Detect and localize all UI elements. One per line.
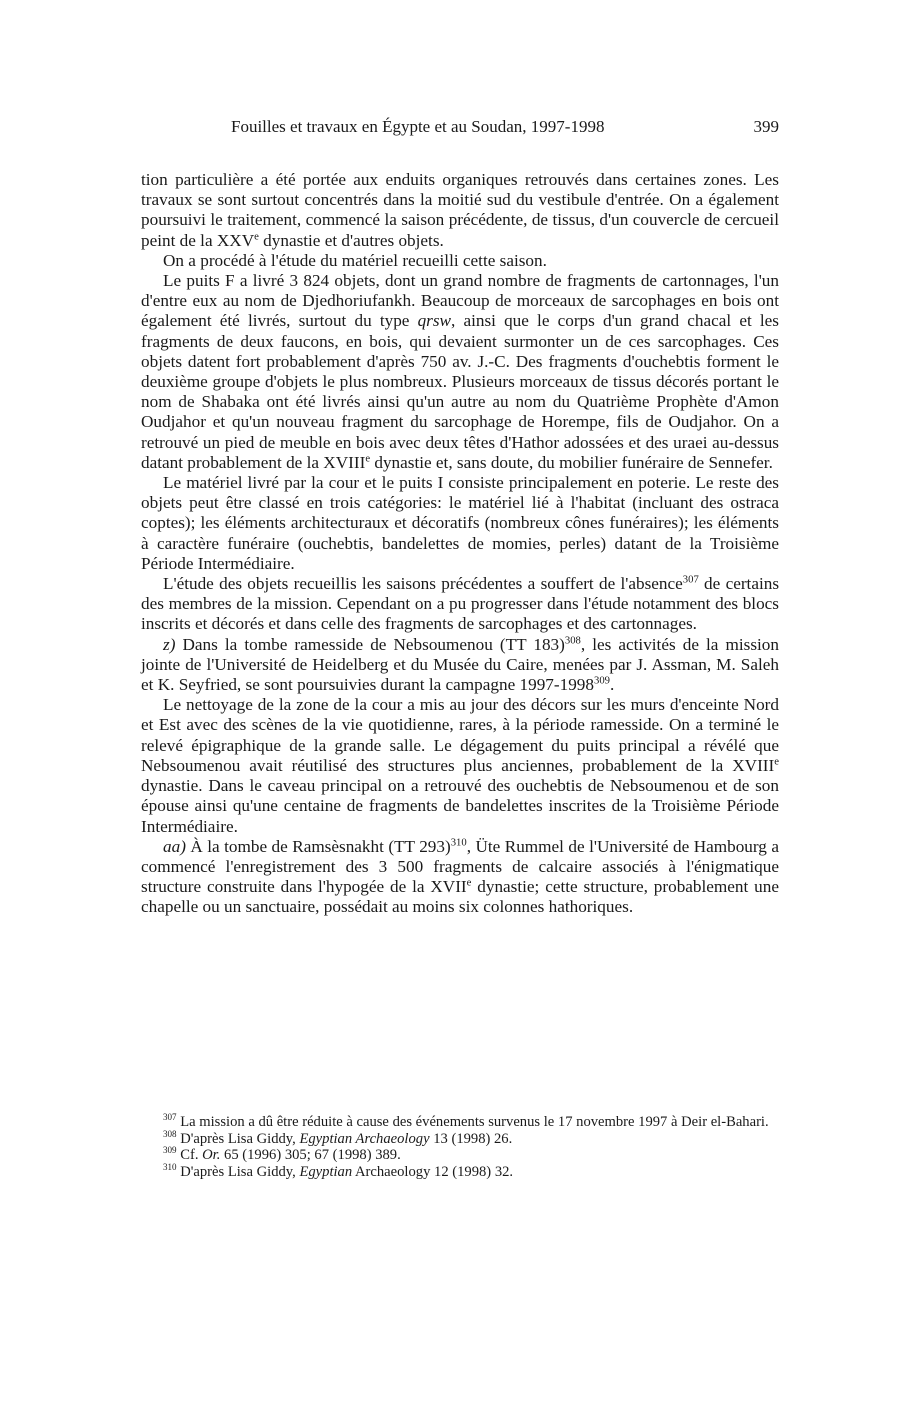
text-span: On a procédé à l'étude du matériel recueilli cette saison. [163, 250, 547, 270]
paragraph-1 [141, 170, 779, 251]
footnote-text: D'après Lisa Giddy, [176, 1163, 300, 1180]
footnote-text: 13 (1998) 26. [429, 1130, 513, 1147]
journal-title: Or. [202, 1147, 221, 1164]
paragraph-5 [141, 574, 779, 635]
text-span: , ainsi que le corps d'un grand chacal et les fragments de deux faucons, en bois, qui devaient surmonter un de ces sarcophages. Ces objets datent fort probablement d'après 750 av. J.-C. Des fragments d'ouchebtis forment le deuxième groupe d'objets le plus nombreux. Plusieurs morceaux de tissus décorés portant le nom de Shabaka ont été livrés ainsi qu'un autre au nom du Quatrième Prophète d'Amon Oudjahor et qu'un nouveau fragment du sarcophage de Horempe, fils de Oudjahor. On a retrouvé un pied de meuble en bois avec deux têtes d'Hathor adossées et des uraei au-dessus datant probablement de la XVIII [141, 311, 779, 472]
text-span: Le matériel livré par la cour et le puits I consiste principalement en poterie. Le reste des objets peut être classé en trois catégories: le matériel lié à l'habitat (incluant des ostraca coptes); les éléments architecturaux et décoratifs (nombreux cônes funéraires); les éléments à caractère funéraire (ouchebtis, bandelettes de momies, perles) datant de la Troisième Période Intermédiaire. [141, 473, 779, 573]
paragraph-6 [141, 635, 779, 696]
running-title: Fouilles et travaux en Égypte et au Soudan, 1997-1998 [231, 117, 605, 136]
text-span: Le nettoyage de la zone de la cour a mis au jour des décors sur les murs d'enceinte Nord et Est avec des scènes de la vie quotidienne, rares, à la période ramesside. On a terminé le relevé épigraphique de la grande salle. Le dégagement du puits principal a révélé que Nebsoumenou avait réutilisé des structures plus anciennes, probablement de la XVIII [141, 695, 779, 775]
footnote-ref-308[interactable]: 308 [564, 634, 581, 646]
footnote-text: La mission a dû être réduite à cause des événements survenus le 17 novembre 1997 à Deir el-Bahari. [176, 1114, 769, 1130]
text-span: Dans la tombe ramesside de Nebsoumenou (TT 183) [175, 634, 565, 654]
text-span: dynastie. Dans le caveau principal on a retrouvé des ouchebtis de Nebsoumenou et de son épouse ainsi qu'une centaine de fragments de bandelettes inscrites de la Troisième Période Intermédiaire. [141, 776, 779, 836]
superscript: e [466, 877, 472, 889]
footnote-ref-310[interactable]: 310 [450, 836, 467, 848]
footnote-text: D'après Lisa Giddy, [176, 1130, 300, 1147]
text-span: dynastie; cette structure, probablement une chapelle ou un sanctuaire, possédait au moins six colonnes hathoriques. [141, 877, 779, 917]
text-span: Le puits F a livré 3 824 objets, dont un grand nombre de fragments de cartonnages, l'un d'entre eux au nom de Djedhoriufankh. Beaucoup de morceaux de sarcophages en bois ont également été livrés, surtout du type [141, 271, 779, 331]
footnote-ref-309[interactable]: 309 [593, 675, 610, 687]
main-text [141, 170, 779, 918]
paragraph-8 [141, 837, 779, 918]
superscript: e [365, 453, 371, 465]
paragraph-4 [141, 473, 779, 574]
superscript: e [774, 756, 779, 768]
journal-title: Egyptian [299, 1163, 353, 1180]
footnote-309 [141, 1147, 779, 1164]
paragraph-7 [141, 695, 779, 836]
footnote-text: Archaeology 12 (1998) 32. [352, 1163, 514, 1180]
footnote-number: 307 [163, 1112, 177, 1123]
page-number: 399 [753, 117, 779, 136]
section-label: z) [163, 634, 176, 654]
footnote-number: 309 [163, 1145, 177, 1156]
text-span: À la tombe de Ramsèsnakht (TT 293) [185, 836, 451, 856]
footnote-310 [141, 1161, 779, 1181]
journal-title: Egyptian Archaeology [299, 1130, 430, 1147]
text-span: L'étude des objets recueillis les saisons précédentes a souffert de l'absence [163, 574, 683, 594]
section-label: aa) [163, 836, 186, 856]
footnote-308 [141, 1128, 779, 1148]
footnote-text: Cf. [176, 1147, 203, 1164]
text-span: , Üte Rummel de l'Université de Hambourg a commencé l'enregistrement des 3 500 fragments de calcaire associés à l'énigmatique structure construite dans l'hypogée de la XVII [141, 836, 779, 897]
footnote-text: 65 (1996) 305; 67 (1998) 389. [220, 1147, 401, 1164]
italic-term: qrsw [417, 311, 452, 331]
paragraph-3 [141, 271, 779, 473]
footnote-ref-307[interactable]: 307 [682, 574, 699, 586]
text-span: dynastie et, sans doute, du mobilier funéraire de Sennefer. [370, 452, 773, 472]
footnote-307 [141, 1114, 779, 1131]
footnotes [141, 1114, 779, 1180]
paragraph-2 [141, 251, 779, 271]
text-span: dynastie et d'autres objets. [258, 230, 444, 250]
footnote-number: 308 [163, 1128, 177, 1139]
text-span: , les activités de la mission jointe de l'Université de Heidelberg et du Musée du Caire, menées par J. Assman, M. Saleh et K. Seyfried, se sont poursuivies durant la campagne 1997-1998 [141, 634, 779, 695]
text-span: tion particulière a été portée aux enduits organiques retrouvés dans certaines zones. Les travaux se sont surtout concentrés dans la moitié sud du vestibule d'entrée. On a également poursuivi le traitement, commencé la saison précédente, de tissus, d'un couvercle de cercueil peint de la XXV [141, 170, 779, 250]
superscript: e [254, 230, 259, 242]
text-span: . [609, 675, 615, 695]
text-span: de certains des membres de la mission. Cependant on a pu progresser dans l'étude notamment des blocs inscrits et décorés et dans celle des fragments de sarcophages et des cartonnages. [141, 574, 780, 634]
footnote-number: 310 [163, 1161, 177, 1172]
